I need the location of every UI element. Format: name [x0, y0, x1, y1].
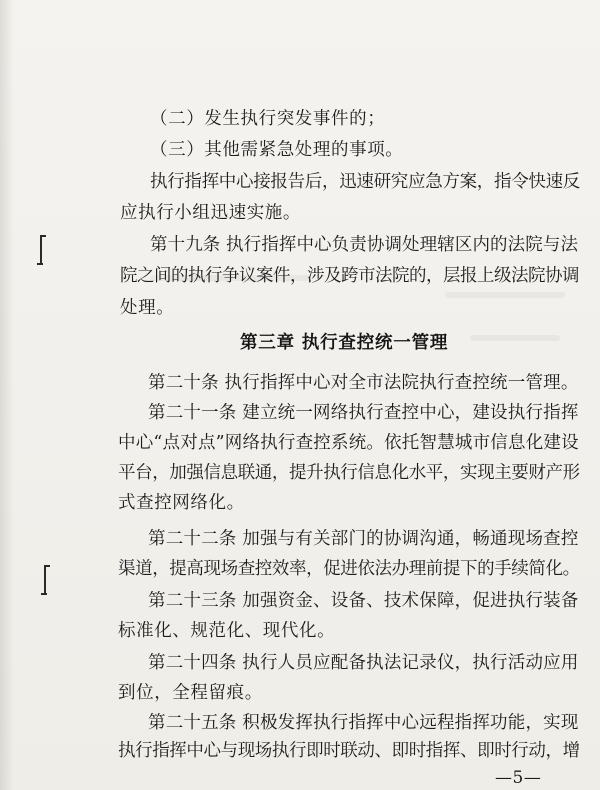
text-line: 式查控网络化。 [118, 493, 245, 513]
text-line: 第二十五条 积极发挥执行指挥中心远程指挥功能，实现 [148, 713, 579, 733]
text-line: 第二十一条 建立统一网络执行查控中心，建设执行指挥 [148, 403, 579, 423]
chapter-heading: 第三章 执行查控统一管理 [240, 333, 449, 353]
text-line: 第二十条 执行指挥中心对全市法院执行查控统一管理。 [148, 373, 579, 393]
text-line: 渠道，提高现场查控效率，促进依法办理前提下的手续简化。 [118, 559, 580, 579]
text-line: 第二十四条 执行人员应配备执法记录仪，执行活动应用 [148, 653, 579, 673]
text-line: 第二十三条 加强资金、设备、技术保障，促进执行装备 [148, 591, 579, 611]
text-line: 到位，全程留痕。 [118, 683, 263, 703]
text-line: 执行指挥中心接报告后，迅速研究应急方案，指令快速反 [150, 172, 580, 192]
text-line: 平台，加强信息联通，提升执行信息化水平，实现主要财产形 [118, 463, 580, 483]
page-edge-shadow [0, 0, 14, 790]
text-line: （二）发生执行突发事件的； [150, 109, 386, 129]
text-line: 院之间的执行争议案件，涉及跨市法院的，层报上级法院协调 [120, 266, 579, 286]
page-number: —5— [495, 768, 542, 788]
binding-mark-lower [44, 565, 46, 595]
binding-mark-upper [40, 235, 42, 265]
bleed-through-mark [445, 292, 565, 298]
text-line: 应执行小组迅速实施。 [120, 203, 301, 223]
bleed-through-mark [470, 335, 560, 341]
text-line: 中心“点对点”网络执行查控系统。依托智慧城市信息化建设 [118, 433, 579, 453]
text-line: 处理。 [120, 298, 175, 318]
text-line: 标准化、规范化、现代化。 [118, 621, 336, 641]
text-line: （三）其他需紧急处理的事项。 [150, 140, 404, 160]
text-line: 执行指挥中心与现场执行即时联动、即时指挥、即时行动，增 [118, 741, 580, 761]
text-line: 第十九条 执行指挥中心负责协调处理辖区内的法院与法 [150, 235, 579, 255]
text-line: 第二十二条 加强与有关部门的协调沟通，畅通现场查控 [148, 529, 579, 549]
